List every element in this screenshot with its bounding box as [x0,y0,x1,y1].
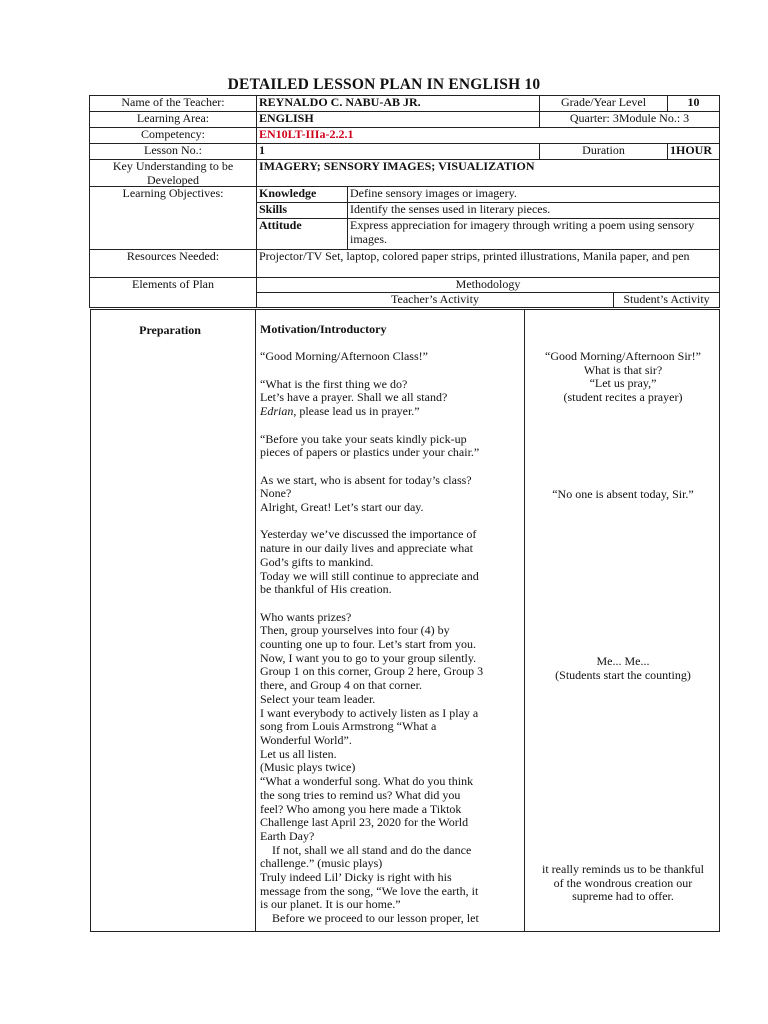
student-line: supreme had to offer. [572,889,674,904]
teacher-line: God’s gifts to mankind. [260,554,374,569]
teacher-line: Then, group yourselves into four (4) by [260,623,450,638]
student-line: “Let us pray,” [589,376,657,391]
objective-skills-text: Identify the senses used in literary pieces. [347,202,720,219]
teacher-line: Truly indeed Lil’ Dicky is right with his [260,870,452,885]
duration-value: 1HOUR [667,143,720,160]
student-line: “No one is absent today, Sir.” [552,487,694,501]
area-label: Learning Area: [89,111,257,128]
lesson-body-table [90,309,720,932]
teacher-name: REYNALDO C. NABU-AB JR. [256,95,540,112]
student-thankful-block [525,863,720,904]
objective-knowledge-label: Knowledge [256,186,348,203]
student-line: (student recites a prayer) [563,390,683,405]
methodology-label: Methodology [256,277,720,293]
teacher-line: message from the song, “We love the earth, it [260,883,479,898]
lesson-plan-header-table [90,96,720,309]
student-counting-block [525,655,720,682]
grade-value: 10 [667,95,720,112]
stage-column [90,309,256,932]
key-understanding-value: IMAGERY; SENSORY IMAGES; VISUALIZATION [256,159,720,187]
teacher-line: be thankful of His creation. [260,582,392,597]
teacher-line: is our planet. It is our home.” [260,897,401,912]
teacher-line: Wonderful World”. [260,733,352,747]
student-line: Me... Me... [596,654,650,668]
document-title: DETAILED LESSON PLAN IN ENGLISH 10 [227,76,541,93]
teacher-line: Let us all listen. [260,746,337,761]
objective-attitude-text: Express appreciation for imagery through writing a poem using sensory images. [347,218,720,250]
teacher-paragraph [260,350,521,364]
teacher-paragraph [260,528,521,597]
teacher-paragraph [260,611,521,926]
teacher-line: Who wants prizes? [260,609,352,624]
student-line: “Good Morning/Afternoon Sir!” [545,349,701,363]
teacher-label: Name of the Teacher: [89,95,257,112]
teacher-line: Edrian, please lead us in prayer.” [260,404,420,419]
objective-skills-label: Skills [256,202,348,219]
competency-label: Competency: [89,127,257,144]
teacher-activity-header: Teacher’s Activity [256,292,614,308]
teacher-line: Now, I want you to go to your group silently. [260,650,477,665]
teacher-line: None? [260,486,292,501]
objectives-label: Learning Objectives: [89,186,257,250]
quarter-module: Quarter: 3Module No.: 3 [539,111,720,128]
student-line: it really reminds us to be thankful [542,862,704,876]
area-value: ENGLISH [256,111,540,128]
teacher-line: the song tries to remind us? What did you [260,787,461,802]
duration-label: Duration [539,143,668,160]
teacher-activity-column [255,309,525,932]
teacher-line: Challenge last April 23, 2020 for the World [260,815,469,830]
teacher-line: feel? Who among you here made a Tiktok [260,801,462,816]
teacher-line: Alright, Great! Let’s start our day. [260,500,424,515]
objective-knowledge-text: Define sensory images or imagery. [347,186,720,203]
teacher-line: If not, shall we all stand and do the dance [260,842,472,857]
student-greeting-block [525,350,720,405]
resources-value: Projector/TV Set, laptop, colored paper strips, printed illustrations, Manila paper, and pen [256,249,720,278]
student-line: of the wondrous creation our [553,875,693,890]
elements-label: Elements of Plan [89,277,257,308]
student-line: (Students start the counting) [555,667,691,682]
teacher-line: I want everybody to actively listen as I play a [260,705,479,720]
student-line: What is that sir? [583,362,663,377]
teacher-line: Earth Day? [260,828,315,843]
student-activity-column [524,309,720,932]
teacher-line: As we start, who is absent for today’s class? [260,472,472,487]
lesson-label: Lesson No.: [89,143,257,160]
teacher-line: “What a wonderful song. What do you think [260,774,474,789]
teacher-line: “Good Morning/Afternoon Class!” [260,349,428,364]
objective-attitude-label: Attitude [256,218,348,250]
resources-label: Resources Needed: [89,249,257,278]
lesson-number: 1 [256,143,540,160]
teacher-line: there, and Group 4 on that corner. [260,678,422,693]
teacher-line: Group 1 on this corner, Group 2 here, Group 3 [260,664,484,679]
teacher-line: “What is the first thing we do? [260,376,408,391]
teacher-line: Yesterday we’ve discussed the importance of [260,527,477,542]
teacher-activity-text [260,350,521,925]
teacher-paragraph [260,378,521,419]
competency-code: EN10LT-IIIa-2.2.1 [256,127,720,144]
teacher-line: pieces of papers or plastics under your chair.” [260,445,480,460]
teacher-line: Today we will still continue to appreciate and [260,568,479,583]
teacher-line: challenge.” (music plays) [260,856,383,871]
student-activity-header: Student’s Activity [613,292,720,308]
teacher-line: “Before you take your seats kindly pick-up [260,431,467,446]
stage-label: Preparation [139,323,201,337]
teacher-line: Before we proceed to our lesson proper, let [260,911,479,926]
teacher-line: Select your team leader. [260,691,376,706]
teacher-paragraph [260,433,521,460]
key-understanding-label: Key Understanding to be Developed [89,159,257,187]
teacher-line: counting one up to four. Let’s start from you. [260,637,476,652]
teacher-line: Let’s have a prayer. Shall we all stand? [260,390,448,405]
student-absent-block [525,488,720,502]
teacher-section-heading: Motivation/Introductory [260,322,387,336]
teacher-line: nature in our daily lives and appreciate what [260,541,473,556]
teacher-line: (Music plays twice) [260,760,356,775]
grade-label: Grade/Year Level [539,95,668,112]
teacher-line: song from Louis Armstrong “What a [260,719,437,734]
teacher-paragraph [260,474,521,515]
